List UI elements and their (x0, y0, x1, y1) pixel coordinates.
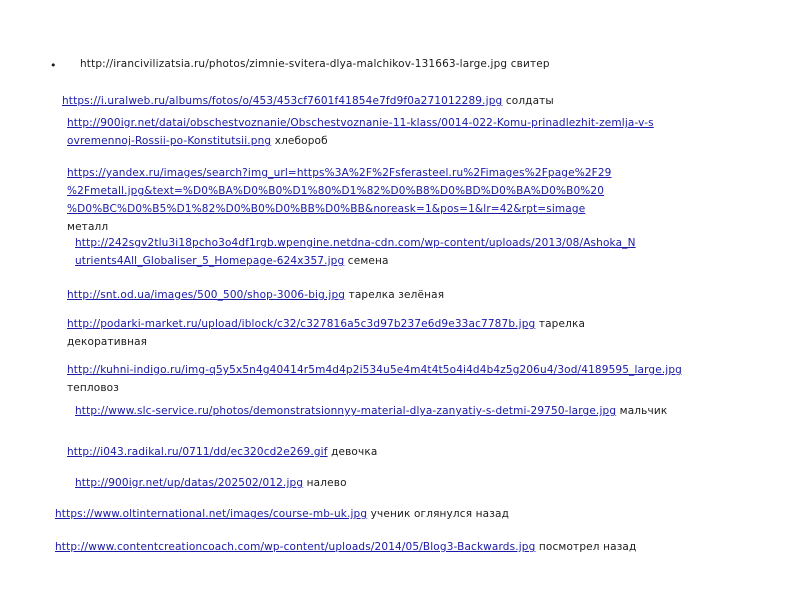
reference-entry (67, 164, 612, 236)
reference-entry (67, 286, 444, 304)
reference-link[interactable]: utrients4All_Globaliser_5_Homepage-624x357.jpg (75, 255, 345, 267)
reference-entry (62, 92, 554, 110)
reference-caption: декоративная (67, 336, 148, 348)
reference-link[interactable]: http://i043.radikal.ru/0711/dd/ec320cd2e269.gif (67, 446, 328, 458)
reference-entry (75, 474, 347, 492)
reference-caption: хлебороб (271, 135, 328, 147)
bullet-marker: • (50, 59, 57, 72)
reference-link[interactable]: https://i.uralweb.ru/albums/fotos/o/453/453cf7601f41854e7fd9f0a271012289.jpg (62, 95, 503, 107)
reference-entry (75, 402, 667, 420)
reference-caption: металл (67, 221, 109, 233)
reference-entry (55, 538, 636, 556)
reference-caption: девочка (327, 446, 378, 458)
reference-entry (67, 315, 585, 351)
reference-caption: тарелка (535, 318, 586, 330)
reference-caption: ученик оглянулся назад (367, 508, 509, 520)
reference-entry (67, 361, 682, 397)
reference-entry (75, 234, 636, 270)
reference-link[interactable]: https://yandex.ru/images/search?img_url=https%3A%2F%2Fsferasteel.ru%2Fimages%2Fpage%2F29 (67, 167, 612, 179)
reference-caption: тепловоз (67, 382, 119, 394)
reference-entry (55, 505, 509, 523)
reference-link[interactable]: http://snt.od.ua/images/500_500/shop-3006-big.jpg (67, 289, 346, 301)
reference-caption: тарелка зелёная (345, 289, 445, 301)
reference-link[interactable]: http://www.slc-service.ru/photos/demonstratsionnyy-material-dlya-zanyatiy-s-detmi-29750-large.jpg (75, 405, 617, 417)
reference-link[interactable]: http://242sgv2tlu3i18pcho3o4df1rgb.wpengine.netdna-cdn.com/wp-content/uploads/2013/08/Ashoka_N (75, 237, 636, 249)
reference-caption: посмотрел назад (535, 541, 637, 553)
reference-link[interactable]: http://kuhni-indigo.ru/img-q5y5x5n4g40414r5m4d4p2i534u5e4m4t4t5o4i4d4b4z5g206u4/3od/4189595_large.jpg (67, 364, 682, 376)
reference-caption: семена (344, 255, 389, 267)
reference-link[interactable]: https://www.oltinternational.net/images/course-mb-uk.jpg (55, 508, 368, 520)
reference-entry (80, 55, 550, 73)
reference-link[interactable]: %D0%BC%D0%B5%D1%82%D0%B0%D0%BB%D0%BB&noreask=1&pos=1&lr=42&rpt=simage (67, 203, 586, 215)
reference-url: http://irancivilizatsia.ru/photos/zimnie-svitera-dlya-malchikov-131663-large.jpg (80, 58, 508, 70)
reference-link[interactable]: ovremennoj-Rossii-po-Konstitutsii.png (67, 135, 272, 147)
reference-link[interactable]: http://www.contentcreationcoach.com/wp-content/uploads/2014/05/Blog3-Backwards.jpg (55, 541, 536, 553)
reference-link[interactable]: %2Fmetall.jpg&text=%D0%BA%D0%B0%D1%80%D1%82%D0%B8%D0%BD%D0%BA%D0%B0%20 (67, 185, 605, 197)
reference-caption: свитер (507, 58, 550, 70)
reference-link[interactable]: http://900igr.net/datai/obschestvoznanie/Obschestvoznanie-11-klass/0014-022-Komu-prinadlezhit-zemlja-v-s (67, 117, 654, 129)
reference-entry (67, 114, 654, 150)
reference-caption: мальчик (616, 405, 668, 417)
reference-caption: солдаты (502, 95, 554, 107)
reference-link[interactable]: http://900igr.net/up/datas/202502/012.jpg (75, 477, 304, 489)
reference-caption: налево (303, 477, 347, 489)
reference-link[interactable]: http://podarki-market.ru/upload/iblock/c32/c327816a5c3d97b237e6d9e33ac7787b.jpg (67, 318, 536, 330)
reference-entry (67, 443, 377, 461)
